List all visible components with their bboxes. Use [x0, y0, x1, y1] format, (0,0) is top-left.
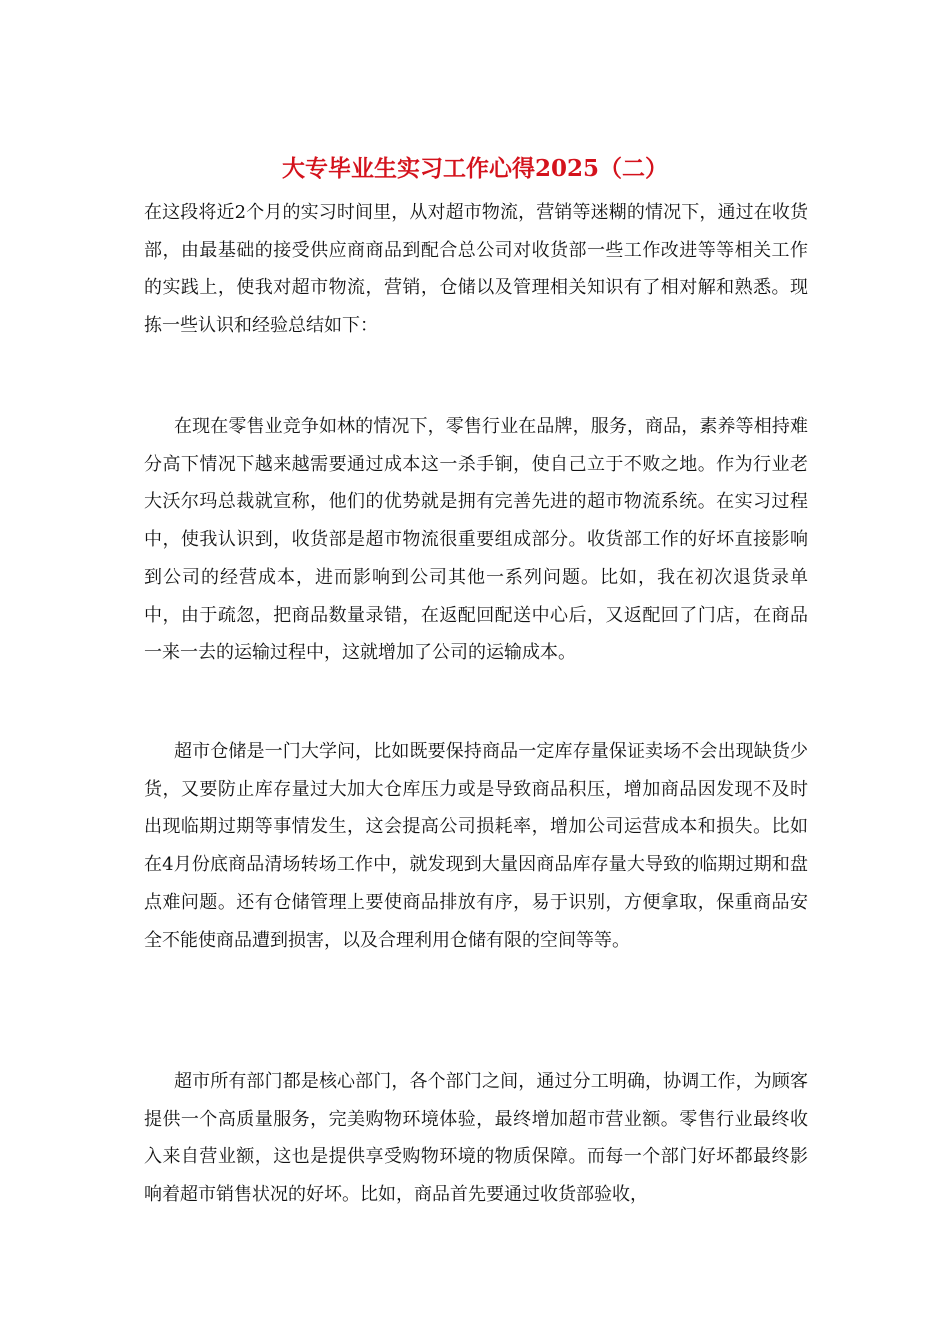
document-title: 大专毕业生实习工作心得2025（二） — [281, 155, 668, 182]
paragraph-intro: 在这段将近2个月的实习时间里，从对超市物流，营销等迷糊的情况下，通过在收货部，由最基础的接受供应商商品到配合总公司对收货部一些工作改进等等相关工作的实践上，使我对超市物流，营销，仓储以及管理相关知识有了相对解和熟悉。现拣一些认识和经验总结如下： — [144, 202, 808, 337]
paragraph-receiving-department: 在现在零售业竞争如林的情况下，零售行业在品牌，服务，商品，素养等相持难分高下情况下越来越需要通过成本这一杀手锏，使自己立于不败之地。作为行业老大沃尔玛总裁就宣称，他们的优势就是拥有完善先进的超市物流系统。在实习过程中，使我认识到，收货部是超市物流很重要组成部分。收货部工作的好坏直接影响到公司的经营成本，进而影响到公司其他一系列问题。比如，我在初次退货录单中，由于疏忽，把商品数量录错，在返配回配送中心后，又返配回了门店，在商品一来一去的运输过程中，这就增加了公司的运输成本。 — [144, 416, 808, 664]
paragraph-warehousing: 超市仓储是一门大学问，比如既要保持商品一定库存量保证卖场不会出现缺货少货，又要防止库存量过大加大仓库压力或是导致商品积压，增加商品因发现不及时出现临期过期等事情发生，这会提高公司损耗率，增加公司运营成本和损失。比如在4月份底商品清场转场工作中，就发现到大量因商品库存量大导致的临期过期和盘点难问题。还有仓储管理上要使商品排放有序，易于识别，方便拿取，保重商品安全不能使商品遭到损害，以及合理利用仓储有限的空间等等。 — [144, 741, 808, 951]
paragraph-departments: 超市所有部门都是核心部门，各个部门之间，通过分工明确，协调工作，为顾客提供一个高质量服务，完美购物环境体验，最终增加超市营业额。零售行业最终收入来自营业额，这也是提供享受购物环境的物质保障。而每一个部门好坏都最终影响着超市销售状况的好坏。比如，商品首先要通过收货部验收， — [144, 1071, 808, 1206]
